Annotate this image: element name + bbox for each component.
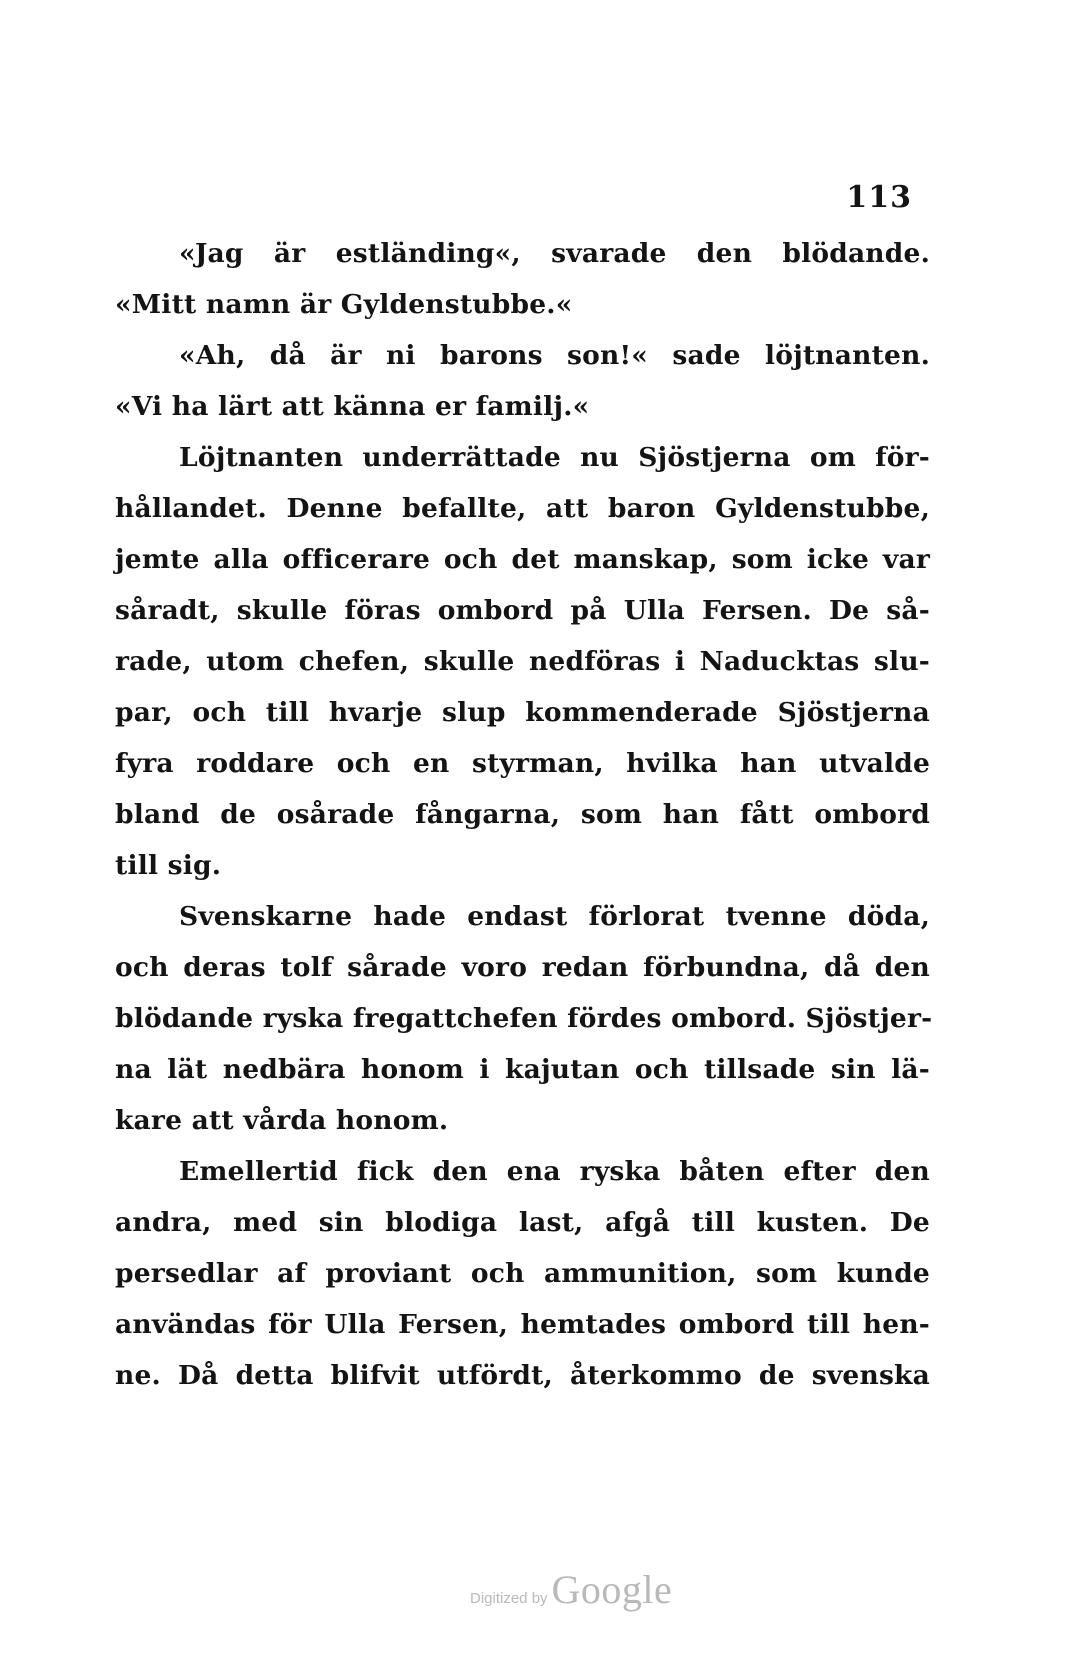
text-line: «Vi ha lärt att känna er familj.« xyxy=(115,391,590,422)
text-line: Emellertid fick den ena ryska båten efter den xyxy=(179,1156,930,1187)
text-line: bland de osårade fångarna, som han fått ombord xyxy=(115,799,930,830)
text-line: såradt, skulle föras ombord på Ulla Fersen. De så- xyxy=(115,595,930,626)
text-line: «Mitt namn är Gyldenstubbe.« xyxy=(115,289,573,320)
body-text xyxy=(115,228,933,1401)
digitized-watermark xyxy=(470,1566,672,1613)
text-line: andra, med sin blodiga last, afgå till kusten. De xyxy=(115,1207,930,1238)
text-line: ne. Då detta blifvit utfördt, återkommo de svenska xyxy=(115,1360,930,1391)
text-line: kare att vårda honom. xyxy=(115,1105,449,1136)
text-line: na lät nedbära honom i kajutan och tillsade sin lä- xyxy=(115,1054,930,1085)
watermark-brand: Google xyxy=(551,1567,673,1612)
text-line: par, och till hvarje slup kommenderade Sjöstjerna xyxy=(115,697,930,728)
text-line: hållandet. Denne befallte, att baron Gyldenstubbe, xyxy=(115,493,930,524)
text-line: användas för Ulla Fersen, hemtades ombord till hen- xyxy=(115,1309,930,1340)
text-line: Löjtnanten underrättade nu Sjöstjerna om för- xyxy=(179,442,930,473)
text-line: «Jag är estländing«, svarade den blödande. xyxy=(179,238,930,269)
text-line: fyra roddare och en styrman, hvilka han utvalde xyxy=(115,748,930,779)
text-line: persedlar af proviant och ammunition, som kunde xyxy=(115,1258,930,1289)
text-line: blödande ryska fregattchefen fördes ombord. Sjöstjer- xyxy=(115,1003,933,1034)
text-line: och deras tolf sårade voro redan förbundna, då den xyxy=(115,952,930,983)
text-line: till sig. xyxy=(115,850,222,881)
text-line: Svenskarne hade endast förlorat tvenne döda, xyxy=(179,901,930,932)
text-line: rade, utom chefen, skulle nedföras i Naducktas slu- xyxy=(115,646,930,677)
watermark-prefix: Digitized by xyxy=(470,1590,548,1607)
text-line: «Ah, då är ni barons son!« sade löjtnanten. xyxy=(179,340,930,371)
text-line: jemte alla officerare och det manskap, som icke var xyxy=(115,544,930,575)
page-number: 113 xyxy=(846,180,912,215)
